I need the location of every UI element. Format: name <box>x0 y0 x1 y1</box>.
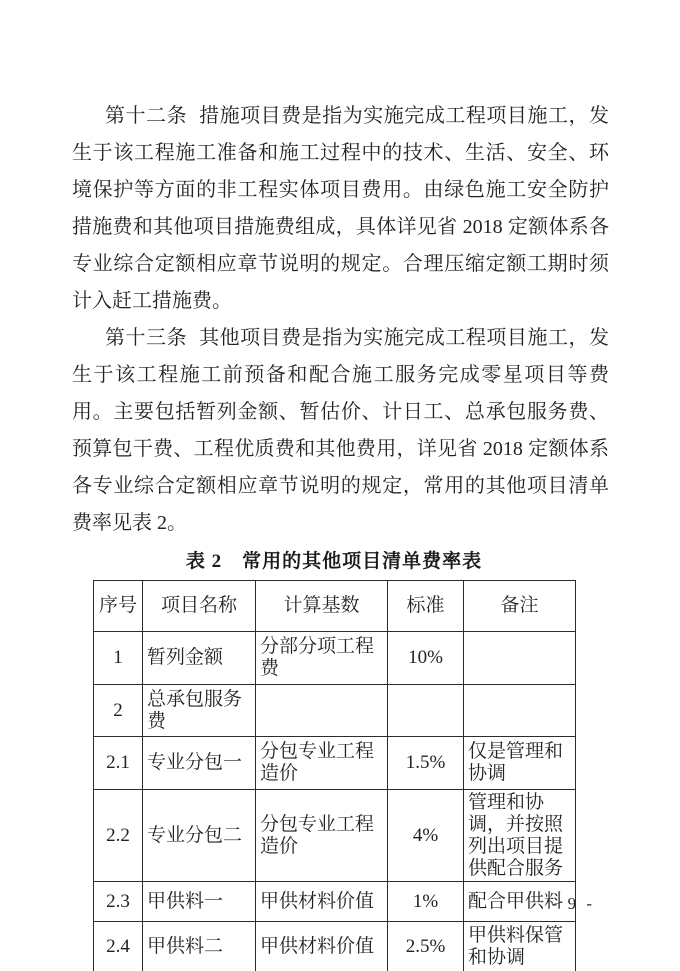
article-13-term: 第十三条 <box>105 327 188 349</box>
table-cell-calc-base <box>256 685 388 737</box>
table-cell-standard: 4% <box>388 790 464 882</box>
paragraph-article-13 <box>72 320 609 542</box>
table-cell-seq: 2.4 <box>94 922 143 971</box>
column-header-standard: 标准 <box>388 581 464 632</box>
table-cell-item-name: 暂列金额 <box>143 632 256 685</box>
table-row <box>94 882 576 922</box>
table-cell-seq: 2.3 <box>94 882 143 922</box>
table-cell-item-name: 专业分包二 <box>143 790 256 882</box>
page-number: - 9 - <box>551 894 595 913</box>
table-cell-standard: 10% <box>388 632 464 685</box>
column-header-item-name: 项目名称 <box>143 581 256 632</box>
article-13-text: 其他项目费是指为实施完成工程项目施工，发生于该工程施工前预备和配合施工服务完成零星项目等费用。主要包括暂列金额、暂估价、计日工、总承包服务费、预算包干费、工程优质费和其他费用，详见省 2018 定额体系各专业综合定额相应章节说明的规定，常用的其他项目清单费率见表 2。 <box>72 327 610 534</box>
table-cell-standard: 1% <box>388 882 464 922</box>
table-cell-item-name: 甲供料一 <box>143 882 256 922</box>
table-cell-item-name: 总承包服务费 <box>143 685 256 737</box>
table-cell-seq: 2.2 <box>94 790 143 882</box>
table-cell-calc-base: 分包专业工程造价 <box>256 737 388 790</box>
table-cell-seq: 1 <box>94 632 143 685</box>
paragraph-article-12 <box>72 98 609 320</box>
article-12-term: 第十二条 <box>105 105 188 127</box>
table-row <box>94 922 576 971</box>
table-cell-item-name: 甲供料二 <box>143 922 256 971</box>
table-cell-remark <box>464 632 576 685</box>
document-body <box>72 98 609 971</box>
table-cell-remark: 管理和协调，并按照列出项目提供配合服务 <box>464 790 576 882</box>
table-row <box>94 685 576 737</box>
table-cell-calc-base: 分包专业工程造价 <box>256 790 388 882</box>
column-header-remark: 备注 <box>464 581 576 632</box>
table-row <box>94 632 576 685</box>
table-cell-item-name: 专业分包一 <box>143 737 256 790</box>
column-header-seq: 序号 <box>94 581 143 632</box>
table-cell-standard <box>388 685 464 737</box>
table-cell-standard: 2.5% <box>388 922 464 971</box>
table-header-row <box>94 581 576 632</box>
table-cell-remark: 仅是管理和协调 <box>464 737 576 790</box>
table-cell-seq: 2 <box>94 685 143 737</box>
table-cell-remark: 甲供料保管和协调 <box>464 922 576 971</box>
table-cell-seq: 2.1 <box>94 737 143 790</box>
table-cell-calc-base: 分部分项工程费 <box>256 632 388 685</box>
article-12-text: 措施项目费是指为实施完成工程项目施工，发生于该工程施工准备和施工过程中的技术、生活、安全、环境保护等方面的非工程实体项目费用。由绿色施工安全防护措施费和其他项目措施费组成，具体详见省 2018 定额体系各专业综合定额相应章节说明的规定。合理压缩定额工期时须计入赶工措施费。 <box>72 105 610 312</box>
fee-rate-table <box>93 580 576 971</box>
table-row <box>94 790 576 882</box>
table-title: 表 2 常用的其他项目清单费率表 <box>185 551 483 572</box>
column-header-calc-base: 计算基数 <box>256 581 388 632</box>
table-cell-standard: 1.5% <box>388 737 464 790</box>
table-cell-calc-base: 甲供材料价值 <box>256 922 388 971</box>
table-row <box>94 737 576 790</box>
table-cell-remark: 配合甲供料 <box>464 882 576 922</box>
table-cell-calc-base: 甲供材料价值 <box>256 882 388 922</box>
table-cell-remark <box>464 685 576 737</box>
